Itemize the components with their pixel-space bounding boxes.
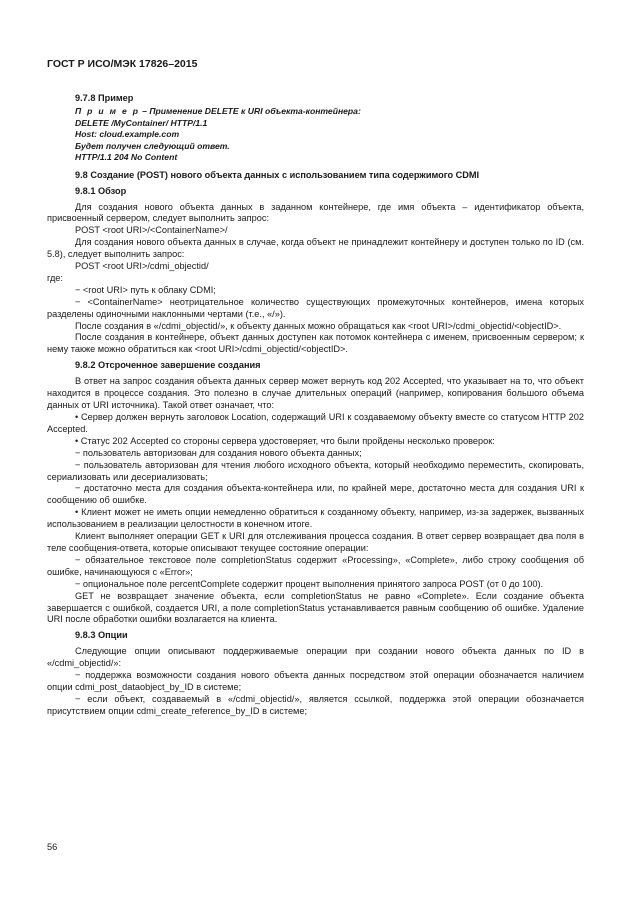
- standard-header: ГОСТ Р ИСО/МЭК 17826–2015: [47, 58, 198, 70]
- example-block: [75, 106, 584, 164]
- list-item: − <ContainerName> неотрицательное количество существующих промежуточных контейнеров, имена которых разделены одиночными наклонными чертами (т.е., «/»).: [47, 296, 584, 319]
- paragraph: Следующие опции описывают поддерживаемые операции при создании нового объекта данных по ID в «/cdmi_objectid/»:: [47, 646, 584, 669]
- section-9-7-8-title: 9.7.8 Пример: [75, 93, 134, 103]
- list-item: − поддержка возможности создания нового объекта данных посредством этой операции обозначается наличием опции cdmi_post_dataobject_by_ID в системе;: [47, 670, 584, 693]
- example-prefix: П р и м е р: [75, 106, 140, 116]
- paragraph: После создания в контейнере, объект данных доступен как потомок контейнера с именем, присвоенным сервером; к нему также можно обратиться как <root URI>/cdmi_objectid/<objectID>.: [47, 332, 584, 355]
- section-9-8-2-title: 9.8.2 Отсроченное завершение создания: [75, 360, 261, 371]
- list-item: − обязательное текстовое поле completionStatus содержит «Processing», «Complete», либо строку сообщения об ошибке, начинающуюся с «Error»;: [47, 554, 584, 577]
- list-item: • Клиент может не иметь опции немедленно обратиться к созданному объекту, например, из-за задержек, вызванных использованием в реализации целостности в конечном итоге.: [47, 507, 584, 530]
- list-item: − <root URI> путь к облаку CDMI;: [75, 284, 216, 295]
- example-line-3: Host: cloud.example.com: [75, 129, 180, 139]
- paragraph: POST <root URI>/<ContainerName>/: [75, 225, 228, 236]
- document-page: [47, 58, 584, 718]
- paragraph: В ответ на запрос создания объекта данных сервер может вернуть код 202 Accepted, что указывает на то, что объект находится в процессе создания. Это полезно в случае длительных операций (например, копирования большого объема данных от URI источника). Такой ответ означает, что:: [47, 376, 584, 411]
- list-item: − достаточно места для создания объекта-контейнера или, по крайней мере, достаточно места для создания URI к сообщению об ошибке.: [47, 483, 584, 506]
- list-item: − если объект, создаваемый в «/cdmi_objectid/», является ссылкой, поддержка этой операции обозначается присутствием опции cdmi_create_reference_by_ID в системе;: [47, 693, 584, 716]
- list-item: • Сервер должен вернуть заголовок Location, содержащий URI к создаваемому объекту вместе со статусом HTTP 202 Accepted.: [47, 412, 584, 434]
- example-line-2: DELETE /MyContainer/ HTTP/1.1: [75, 117, 208, 128]
- example-line-1-text: – Применение DELETE к URI объекта-контейнера:: [139, 106, 361, 116]
- paragraph: GET не возвращает значение объекта, если completionStatus не равно «Complete». Если создание объекта завершается с ошибкой, создается URI, а поле completionStatus устанавливается равным сообщению об ошибке. Удаление URI после обработки ошибки возлагается на клиента.: [47, 590, 584, 625]
- paragraph: POST <root URI>/cdmi_objectid/: [75, 261, 209, 272]
- paragraph: где:: [47, 272, 63, 283]
- list-item: • Статус 202 Accepted со стороны сервера удостоверяет, что были пройдены несколько проверок:: [75, 435, 495, 446]
- example-line-5: HTTP/1.1 204 No Content: [75, 152, 178, 162]
- page-number: 56: [47, 842, 58, 852]
- section-9-8-3-title: 9.8.3 Опции: [75, 630, 128, 641]
- paragraph: После создания в «/cdmi_objectid/», к объекту данных можно обращаться как <root URI>/cdmi_objectid/<objectID>.: [75, 320, 562, 331]
- section-9-8-1-title: 9.8.1 Обзор: [75, 185, 127, 196]
- list-item: − пользователь авторизован для создания нового объекта данных;: [75, 447, 362, 458]
- paragraph: Клиент выполняет операции GET к URI для отслеживания процесса создания. В ответ сервер возвращает два поля в теле сообщения-ответа, которые описывают текущее состояние операции:: [47, 531, 584, 553]
- example-line-1: [75, 106, 584, 118]
- paragraph: Для создания нового объекта данных в случае, когда объект не принадлежит контейнеру и доступен только по ID (см. 5.8), следует выполнить запрос:: [47, 237, 584, 260]
- list-item: − опциональное поле percentComplete содержит процент выполнения принятого запроса POST (от 0 до 100).: [75, 578, 544, 589]
- section-9-8-title: 9.8 Создание (POST) нового объекта данных с использованием типа содержимого CDMI: [75, 169, 480, 180]
- example-line-4: Будет получен следующий ответ.: [75, 140, 230, 151]
- paragraph: Для создания нового объекта данных в заданном контейнере, где имя объекта – идентификатор объекта, присвоенный сервером, следует выполнить запрос:: [47, 201, 584, 224]
- list-item: − пользователь авторизован для чтения любого исходного объекта, который необходимо переместить, скопировать, сериализовать или десериализовать;: [47, 459, 584, 482]
